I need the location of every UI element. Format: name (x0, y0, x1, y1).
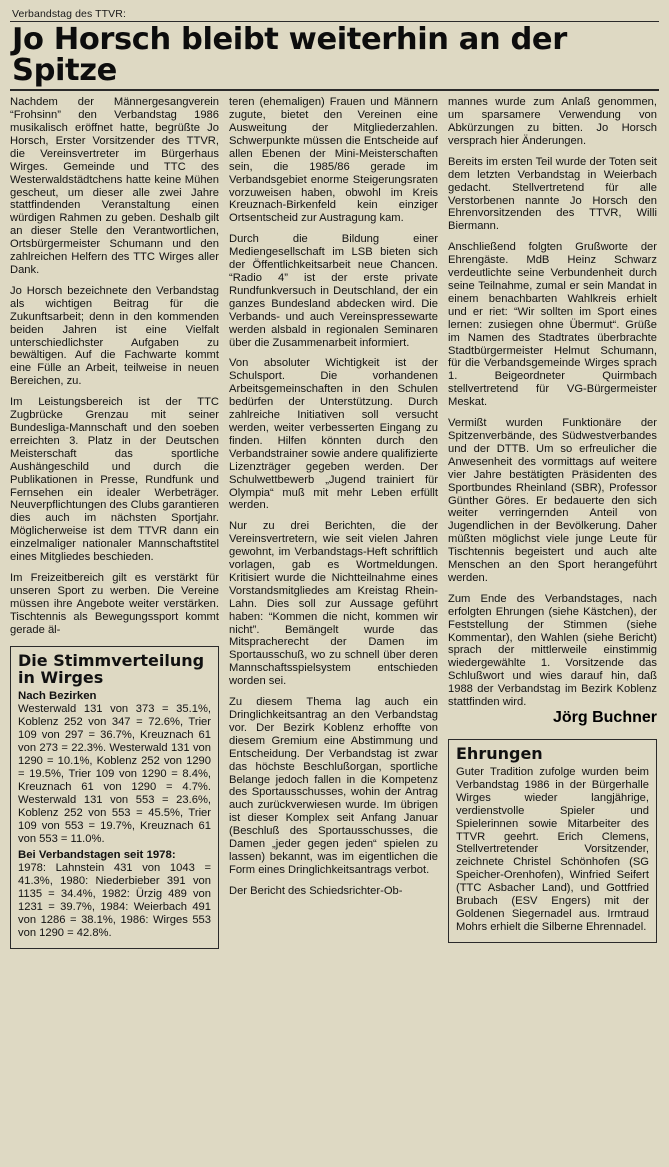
paragraph: Nur zu drei Berichten, die der Vereinsvertretern, wie seit vielen Jahren gewohnt, im Verbandstags-Heft schriftlich vorlagen, gab es Wortmeldungen. Kritisiert wurde die Nichtteilnahme eines Vorstandsmitgliedes am Kreistag Rhein-Lahn. Dies soll zur Aussage geführt haben: “Kommen die nicht, kommen wir nicht”. Bemängelt wurde das Mitspracherecht der Damen im Sportausschuß, wo zu schnell über deren Mannschaftsspielsystem entschieden worden sei. (229, 520, 438, 688)
paragraph: Anschließend folgten Grußworte der Ehrengäste. MdB Heinz Schwarz verdeutlichte seine Verbundenheit durch seine Teilnahme, zumal er sein Mandat in einem benachbarten Wahlkreis erhielt und er riet: “Wir sollten im Sport eines lernen: zusiegen ohne Übermut“. Grüße im Namen des Stadtrates überbrachte Stadtbürgermeister Helmut Schumann, für die Verbandsgemeinde Wirges sprach 1. Beigeordneter Quirmbach stellvertretend für VG-Bürgermeister Meskat. (448, 241, 657, 409)
box-paragraph: Westerwald 131 von 373 = 35.1%, Koblenz 252 von 347 = 72.6%, Trier 109 von 297 = 36.7%, Kreuznach 61 von 273 = 22.3%. Westerwald 131 von 1290 = 10.1%, Koblenz 252 von 1290 = 19.5%, Trier 109 von 1290 = 8.4%, Kreuznach 61 von 1290 = 4.7%. Westerwald 131 von 553 = 23.6%, Koblenz 252 von 553 = 45.5%, Trier 109 von 553 = 19.7%, Kreuznach 61 von 553 = 11.0%. (18, 703, 211, 845)
paragraph: mannes wurde zum Anlaß genommen, um sparsamere Verwendung von Abkürzungen zu bitten. Jo Horsch versprach hier Änderungen. (448, 96, 657, 147)
box-paragraph: Guter Tradition zufolge wurden beim Verbandstag 1986 in der Bürgerhalle Wirges wieder langjährige, verdienstvolle Spieler und Spielerinnen sowie Mitarbeiter des TTVR geehrt. Erich Clemens, Stellvertretender Vorsitzender, zeichnete Christel Schönhofen (SG Speicher-Orenhofen), Winfried Seifert (TTC Asbacher Land), und Gottfried Brubach (ESV Engers) mit der Goldenen Siegernadel aus. Irmtraud Mohrs erhielt die Silberne Ehrennadel. (456, 766, 649, 933)
column-one (10, 96, 219, 949)
paragraph: Vermißt wurden Funktionäre der Spitzenverbände, des Südwestverbandes und der DTTB. Um so erfreulicher die Anwesenheit des vormittags auf weitere vier Jahre bestätigten Präsidenten des Sportbundes Rheinland (SBR), Professor Günther Göres. Er bedauerte den sich weiter verringernden Anteil von Jugendlichen in der Bevölkerung. Daher müßten möglichst viele junge Leute für Tischtennis begeistert und auch alte Menschen an den Sport herangeführt werden. (448, 417, 657, 584)
paragraph: Bereits im ersten Teil wurde der Toten seit dem letzten Verbandstag in Weierbach gedacht. Stellvertretend für alle Verstorbenen nannte Jo Horsch den Ehrenvorsitzenden des TTVR, Willi Biermann. (448, 155, 657, 233)
article-headline: Jo Horsch bleibt weiterhin an der Spitze (12, 22, 567, 89)
paragraph: Im Leistungsbereich ist der TTC Zugbrücke Grenzau mit seiner Bundesliga-Mannschaft und den soeben erreichten 3. Platz in der Deutschen Meisterschaft das sportliche Aushängeschild und durch die Publikationen in Presse, Rundfunk und Fernsehen ein idealer Werbeträger. Neuverpflichtungen des Clubs garantieren dies auch im nächsten Sportjahr. Möglicherweise ist dem TTVR dann ein einzelmaliger nationaler Mannschaftstitel eines Mitgliedes beschieden. (10, 396, 219, 564)
article-kicker: Verbandstag des TTVR: (12, 8, 126, 20)
paragraph: Im Freizeitbereich gilt es verstärkt für unseren Sport zu werben. Die Vereine müssen ihre Angebote weiter verstärken. Tischtennis als Bewegungssport kommt gerade äl- (10, 571, 219, 636)
article-columns (10, 96, 659, 949)
sidebar-box-ehrungen (448, 739, 657, 943)
paragraph: teren (ehemaligen) Frauen und Männern zugute, bietet den Vereinen eine Ausweitung der Mitgliederzahlen. Schwerpunkte müssen die Entscheide auf allen Ebenen der Mini-Meisterschaften sein, die 1985/86 gerade im Verbandsgebiet enorme Steigerungsraten vorzuweisen haben, obwohl im Kreis Kreuznach-Birkenfeld kein einziger Ortsentscheid zur Austragung kam. (229, 96, 438, 225)
column-three (448, 96, 657, 943)
column-two (229, 96, 438, 897)
paragraph: Nachdem der Männergesangverein “Frohsinn” den Verbandstag 1986 musikalisch eröffnet hatte, begrüßte Jo Horsch, Erster Vorsitzender des TTVR, die Vereinsvertreter im Bürgerhaus Wirges. Gemeinde und TTC des Westerwaldstädtchens hatte keine Mühen gescheut, um dieser alle zwei Jahre stattfindenden Veranstaltung einen würdigen Rahmen zu geben. Deshalb gilt an dieser Stelle den Verantwortlichen, Ortsbürgermeister Schumann und den zahlreichen Helfern des TTC Wirges aller Dank. (10, 96, 219, 276)
box-title: Die Stimmverteilung in Wirges (18, 651, 205, 688)
headline-divider (10, 89, 659, 91)
article-byline: Jörg Buchner (552, 709, 657, 726)
box-paragraph: 1978: Lahnstein 431 von 1043 = 41.3%, 1980: Niederbieber 391 von 1135 = 34.4%, 1982: Ürzig 489 von 1231 = 39.7%, 1984: Weierbach 491 von 1286 = 38.1%, 1986: Wirges 553 von 1290 = 42.8%. (18, 862, 211, 939)
paragraph: Jo Horsch bezeichnete den Verbandstag als wichtigen Beitrag für die Zukunftsarbeit; denn in den kommenden beiden Jahren ist eine Vielfalt unterschiedlichster Aufgaben zu bewältigen. Auf die Fachwarte kommt eine Fülle an Arbeit, teilweise in neuen Bereichen, zu. (10, 284, 219, 388)
box-subheading: Nach Bezirken (18, 690, 97, 703)
sidebar-box-stimmverteilung (10, 646, 219, 948)
paragraph: Zu diesem Thema lag auch ein Dringlichkeitsantrag an den Verbandstag vor. Der Bezirk Koblenz erhoffte von diesem Gremium eine Abstimmung und Entscheidung. Der Verbandstag ist zwar das höchste Beschlußorgan, sportliche Belange jedoch fallen in die Kompetenz des Sportausschusses, wohin der Antrag auch zurückverwiesen wurde. Im übrigen ist dieser Komplex seit Anfang Januar (Beschluß des Sportausschusses, die Damen „jeder gegen jeden“ spielen zu lassen) bekannt, was im eigentlichen die Form eines Dringlichkeitsantrags verbot. (229, 696, 438, 876)
paragraph: Durch die Bildung einer Mediengesellschaft im LSB bieten sich der Öffentlichkeitsarbeit neue Chancen. “Radio 4” ist der erste private Rundfunkversuch in Deutschland, der ein ganzes Bundesland abdecken wird. Die Verbands- und auch Vereinspressewarte werden alsbald in regionalen Seminaren über die Zusammenarbeit informiert. (229, 233, 438, 349)
paragraph: Der Bericht des Schiedsrichter-Ob- (229, 884, 403, 897)
paragraph: Zum Ende des Verbandstages, nach erfolgten Ehrungen (siehe Kästchen), der Feststellung der Stimmen (siehe Kommentar), den Wahlen (siehe Bericht) sprach der mittlerweile einstimmig wiedergewählte 1. Vorsitzende das Schlußwort und wies darauf hin, daß 1988 der Verbandstag im Bezirk Koblenz stattfinden wird. (448, 592, 657, 709)
paragraph: Von absoluter Wichtigkeit ist der Schulsport. Die vorhandenen Arbeitsgemeinschaften in den Schulen bedürfen der Unterstützung. Durch zahlreiche Initiativen soll versucht werden, weiter verbesserten Eingang zu finden. Hilfen könnten durch den Verbandstrainer sowie andere qualifizierte Lizenzträger gegeben werden. Der Schulwettbewerb „Jugend trainiert für Olympia“ muß mit mehr Leben erfüllt werden. (229, 357, 438, 512)
box-subheading: Bei Verbandstagen seit 1978: (18, 849, 176, 862)
box-title: Ehrungen (456, 744, 543, 763)
